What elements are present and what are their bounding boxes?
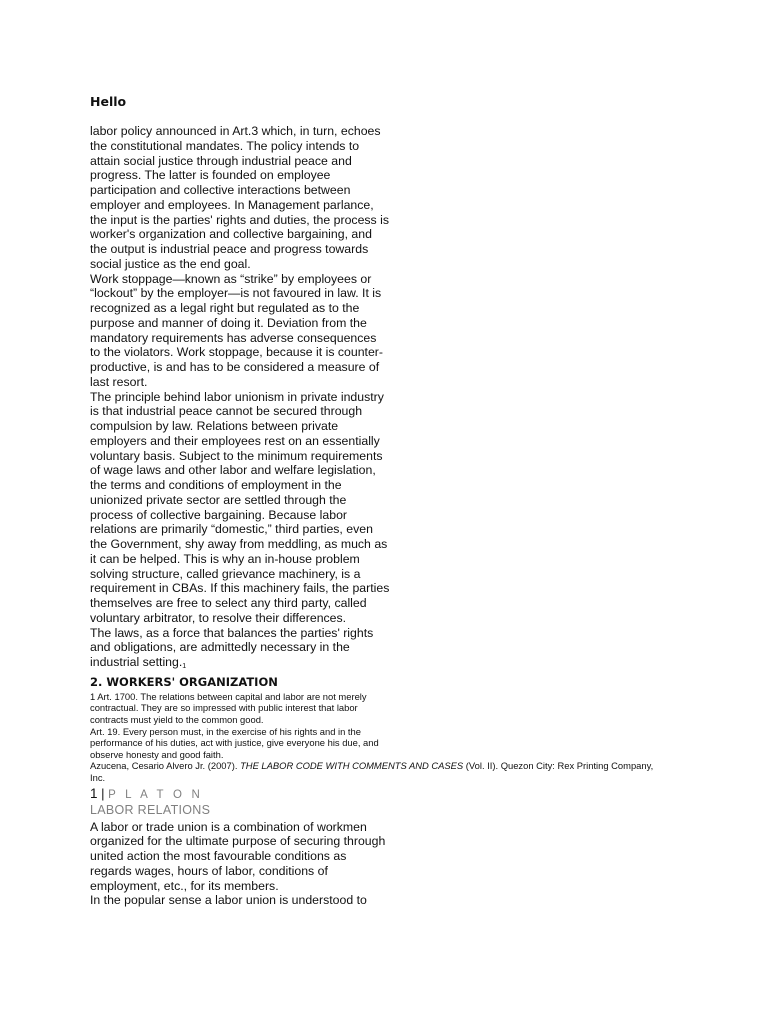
- section-heading-workers-organization: 2. WORKERS' ORGANIZATION: [90, 674, 278, 689]
- footer-author: P L A T O N: [108, 788, 203, 801]
- footnotes: [90, 691, 700, 784]
- last-paragraph-text: The laws, as a force that balances the parties' rights and obligations, are admittedly necessary in the industrial setting.: [90, 625, 374, 669]
- footnote-marker[interactable]: 1: [182, 663, 187, 670]
- citation-author: Azucena, Cesario Alvero Jr. (2007).: [90, 760, 241, 772]
- footer-separator: |: [97, 785, 109, 801]
- footer-line: [90, 786, 700, 803]
- paragraph-laws-balance: [90, 626, 390, 673]
- footnote-art-1700: 1 Art. 1700. The relations between capital and labor are not merely contractual. They are so impressed with public interest that labor contracts must yield to the common good.: [90, 690, 367, 725]
- page-number: 1: [90, 785, 98, 801]
- citation-rest: (Vol. II). Quezon City: Rex Printing Company, Inc.: [90, 760, 654, 783]
- document-page: [90, 92, 700, 908]
- paragraph-labor-union-definition: A labor or trade union is a combination of workmen organized for the ultimate purpose of securing through united action the most favourable conditions as regards wages, hours of labor, conditions of employment, etc., for its members.: [90, 819, 386, 893]
- body-text: [90, 124, 390, 673]
- document-heading: Hello: [90, 94, 127, 109]
- citation: [90, 760, 670, 783]
- footnote-art-19: Art. 19. Every person must, in the exercise of his rights and in the performance of his duties, act with justice, give everyone his due, and observe honesty and good faith.: [90, 725, 379, 760]
- body-text-continued: [90, 820, 390, 909]
- footer-running-title: LABOR RELATIONS: [90, 802, 211, 817]
- page-footer: [90, 786, 700, 818]
- paragraph-work-stoppage: Work stoppage—known as “strike” by employees or “lockout” by the employer—is not favoured in law. It is recognized as a legal right but regulated as to the purpose and manner of doing it. Deviation from the mandatory requirements has adverse consequences to the violators. Work stoppage, because it is counter-productive, is and has to be considered a measure of last resort.: [90, 271, 383, 389]
- citation-title: THE LABOR CODE WITH COMMENTS AND CASES: [240, 760, 464, 772]
- paragraph-labor-policy: labor policy announced in Art.3 which, in turn, echoes the constitutional mandates. The policy intends to attain social justice through industrial peace and progress. The latter is founded on employee participation and collective interactions between employer and employees. In Management parlance, the input is the parties' rights and duties, the process is worker's organization and collective bargaining, and the output is industrial peace and progress towards social justice as the end goal.: [90, 124, 390, 271]
- paragraph-labor-unionism: The principle behind labor unionism in private industry is that industrial peace cannot be secured through compulsion by law. Relations between private employers and their employees rest on an essentially voluntary basis. Subject to the minimum requirements of wage laws and other labor and welfare legislation, the terms and conditions of employment in the unionized private sector are settled through the process of collective bargaining. Because labor relations are primarily “domestic,” third parties, even the Government, shy away from meddling, as much as it can be helped. This is why an in-house problem solving structure, called grievance machinery, is a requirement in CBAs. If this machinery fails, the parties themselves are free to select any third party, called voluntary arbitrator, to resolve their differences.: [90, 389, 390, 625]
- paragraph-popular-sense: In the popular sense a labor union is understood to: [90, 893, 367, 908]
